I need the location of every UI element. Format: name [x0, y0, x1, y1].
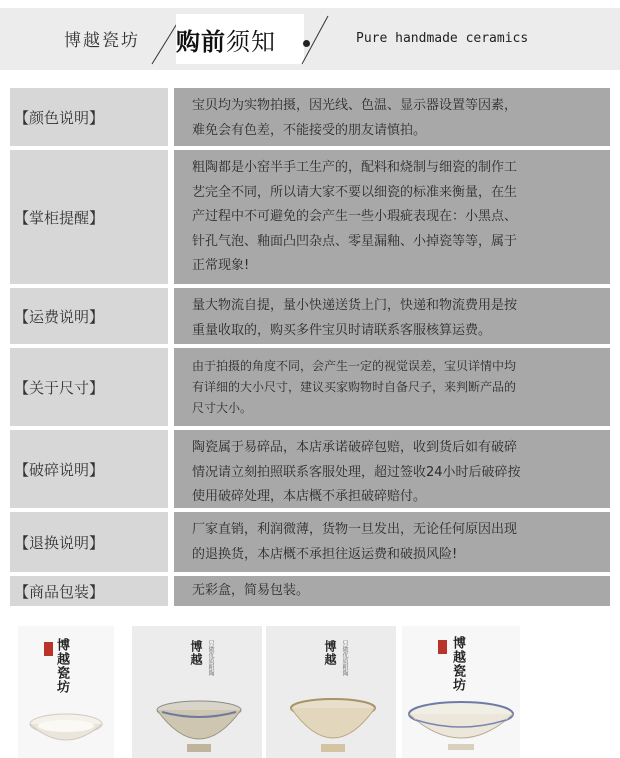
product-photo [18, 626, 114, 758]
bowl-image [26, 710, 106, 750]
table-row [10, 576, 610, 606]
row-label: 【运费说明】 [10, 288, 168, 344]
content-line: 有详细的大小尺寸，建议买家购物时自备尺子，来判断产品的 [192, 380, 517, 394]
row-label: 【退换说明】 [10, 512, 168, 572]
row-content [174, 288, 610, 344]
table-row [10, 150, 610, 284]
row-label: 【关于尺寸】 [10, 348, 168, 426]
photo-slogan: 只做优质粗陶 [207, 640, 214, 676]
content-line: 无彩盒，简易包装。 [192, 582, 310, 598]
row-content [174, 430, 610, 508]
row-label: 【颜色说明】 [10, 88, 168, 146]
row-content [174, 150, 610, 284]
bowl-image [154, 698, 244, 754]
title-bold: 购前 [176, 28, 226, 56]
table-row [10, 348, 610, 426]
content-line: 陶瓷属于易碎品，本店承诺破碎包赔，收到货后如有破碎 [192, 440, 518, 455]
seal-stamp [44, 642, 53, 656]
content-line: 艺完全不同，所以请大家不要以细瓷的标准来衡量，在生 [192, 184, 518, 200]
row-label: 【破碎说明】 [10, 430, 168, 508]
content-line: 正常现象! [192, 258, 250, 273]
table-row [10, 88, 610, 146]
content-line: 的退换货，本店概不承担往返运费和破损风险! [192, 546, 458, 562]
content-line: 厂家直销，利润微薄，货物一旦发出，无论任何原因出现 [192, 522, 518, 537]
row-content [174, 88, 610, 146]
photo-brand: 博越瓷坊 [450, 636, 465, 692]
row-label: 【商品包装】 [10, 576, 168, 606]
content-line: 量大物流自提，量小快递送货上门，快递和物流费用是按 [192, 298, 518, 313]
content-line: 针孔气泡、釉面凸凹杂点、零星漏釉、小掉瓷等等，属于 [192, 233, 518, 249]
page-subtitle: Pure handmade ceramics [356, 31, 529, 46]
row-content [174, 512, 610, 572]
product-photo [266, 626, 396, 758]
title-rest: 须知 [226, 28, 276, 56]
brand-name: 博越瓷坊 [64, 31, 140, 51]
content-line: 难免会有色差，不能接受的朋友请慎拍。 [192, 122, 427, 138]
product-photo [402, 626, 520, 758]
bowl-image [406, 700, 516, 752]
page-title [176, 22, 276, 57]
content-line: 情况请立刻拍照联系客服处理，超过签收24小时后破碎按 [192, 464, 521, 480]
content-line: 粗陶都是小窑半手工生产的，配料和烧制与细瓷的制作工 [192, 160, 518, 175]
row-label: 【掌柜提醒】 [10, 150, 168, 284]
content-line: 使用破碎处理，本店概不承担破碎赔付。 [192, 489, 427, 504]
content-line: 宝贝均为实物拍摄，因光线、色温、显示器设置等因素， [192, 98, 518, 113]
page-header [0, 0, 620, 86]
photo-brand: 博越瓷坊 [54, 638, 69, 694]
slash-decoration-right [300, 14, 330, 66]
content-line: 由于拍摄的角度不同，会产生一定的视觉误差，宝贝详情中均 [192, 359, 517, 373]
content-line: 重量收取的，购买多件宝贝时请联系客服核算运费。 [192, 322, 492, 338]
table-row [10, 430, 610, 508]
row-content [174, 348, 610, 426]
photo-slogan: 只做优质粗陶 [341, 640, 348, 676]
table-row [10, 288, 610, 344]
photo-brand: 博越 [323, 640, 337, 666]
product-photo [132, 626, 262, 758]
row-content [174, 576, 610, 606]
seal-stamp [438, 640, 447, 654]
bowl-image [288, 696, 378, 754]
photo-brand: 博越 [189, 640, 203, 666]
table-row [10, 512, 610, 572]
content-line: 产过程中不可避免的会产生一些小瑕疵表现在：小黑点、 [192, 209, 518, 224]
content-line: 尺寸大小。 [192, 401, 253, 415]
